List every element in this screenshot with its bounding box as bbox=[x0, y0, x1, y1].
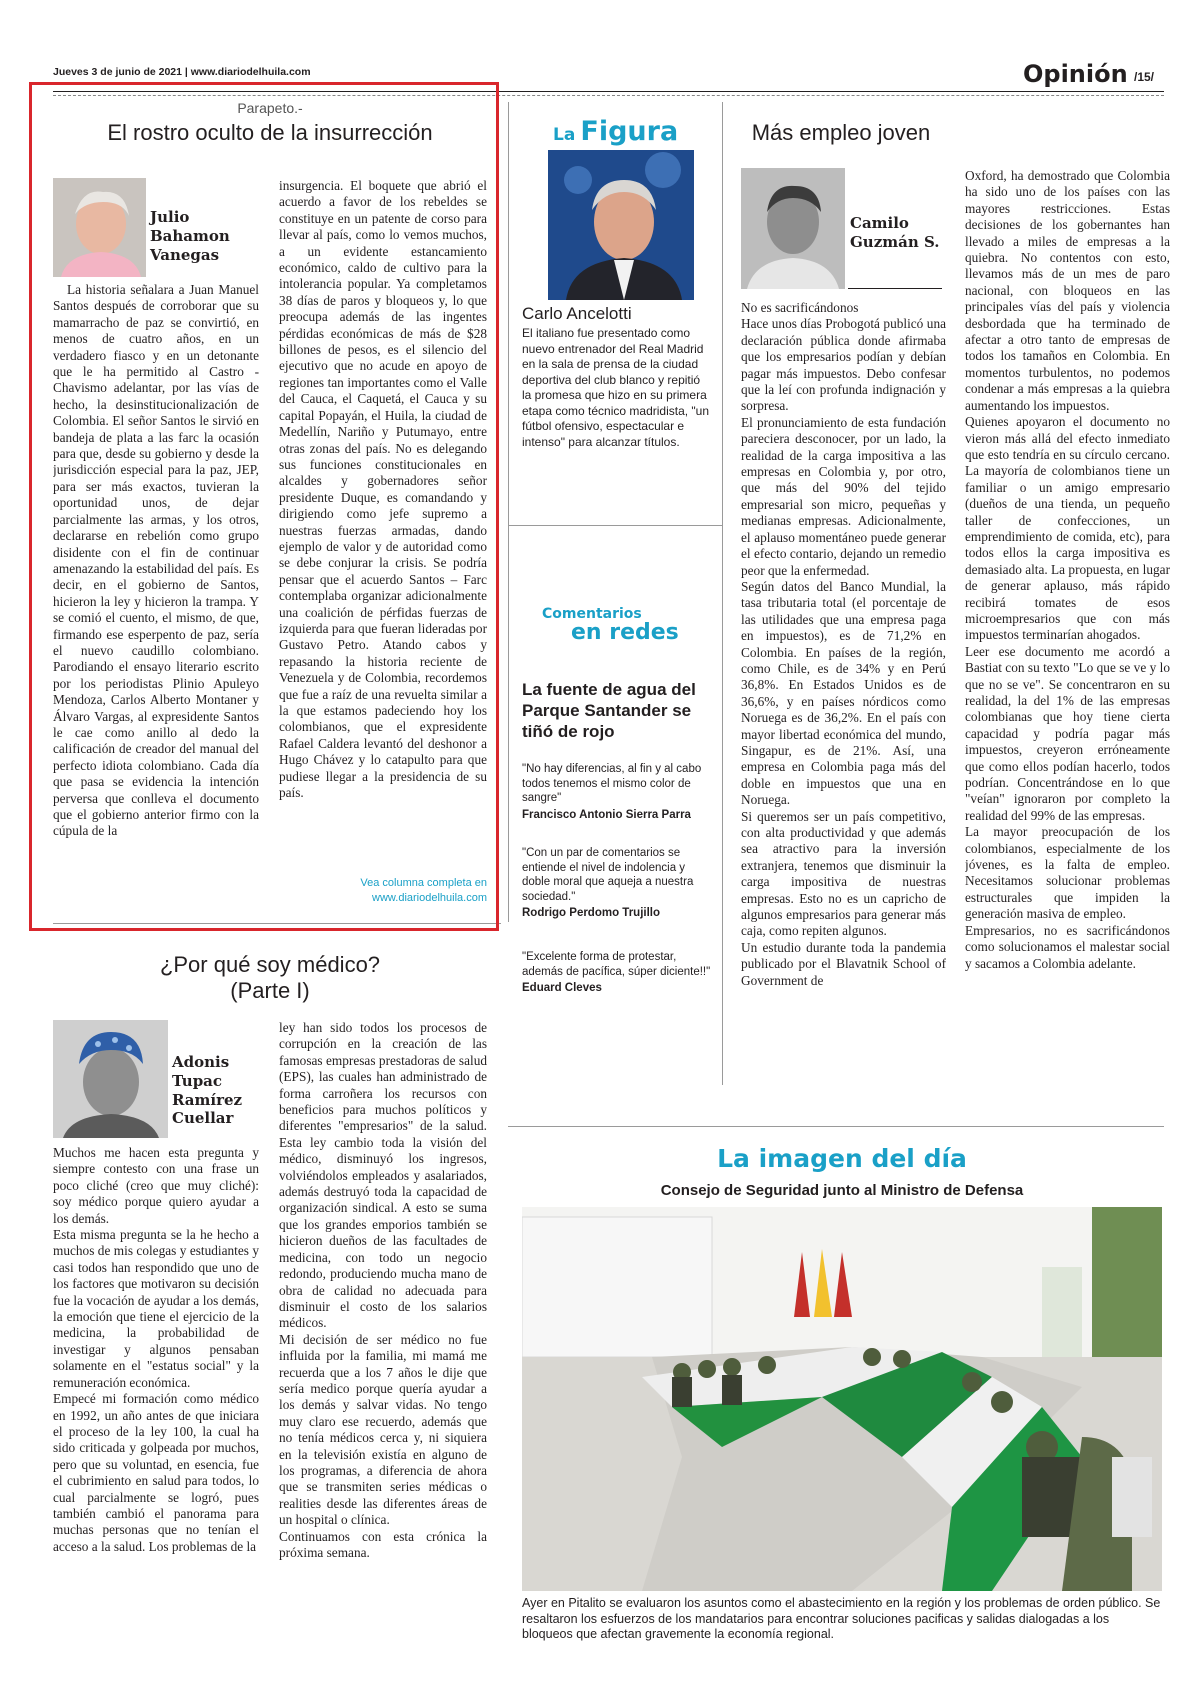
page-number: /15/ bbox=[1134, 70, 1155, 84]
redes-title: La fuente de agua del Parque Santander se tiñó de rojo bbox=[522, 680, 696, 741]
comment-text: "Con un par de comentarios se entiende el nivel de indolencia y doble moral que aqueja a nuestra sociedad." bbox=[522, 847, 694, 903]
section-title: Opinión bbox=[1023, 60, 1128, 88]
comment-item bbox=[522, 846, 712, 919]
article-column bbox=[53, 282, 259, 908]
redes-label: Comentarios bbox=[542, 606, 642, 622]
comment-item bbox=[522, 950, 712, 994]
author-name-line: Cuellar bbox=[172, 1109, 234, 1128]
article-title: ¿Por qué soy médico? bbox=[159, 952, 381, 977]
author-name-line: Guzmán S. bbox=[850, 232, 940, 251]
paragraph: insurgencia. El boquete que abrió el acuerdo a favor de los rebeldes se constituye en un patente de corso para llevar al país, como lo vemos muchos, a un evidente estancamiento económico, caldo de cultivo para la intolerancia popular. Ya completamos 38 días de paros y bloqueos y, lo que preocupa además de las ingentes pérdidas económicas de más de $28 billones de pesos, es el silencio del ejecutivo que no acude en apoyo de regiones tan importantes como el Valle del Cauca, el Caquetá, el Cauca y su capital Popayán, el Huila, la ciudad de Medellín, Nariño y Putumayo, entre otras zonas del país. No es delegando sus funciones constitucionales en alcaldes y gobernadores señor presidente Duque, es comandando y dirigiendo como jefe supremo a nuestras fuerzas armadas, dando ejemplo de valor y de autoridad como se debe conjurar la crisis. Se podría pensar que el acuerdo Santos – Farc contemplaba organizar adicionalmente una coalición de pérfidas fuerzas de izquierda para que fueran lideradas por Gustavo Petro. Atando cabos y repasando la historia reciente de Venezuela y de Colombia, recordemos que fue a raíz de una revuelta similar a la que estamos padeciendo hoy los colombianos, que el expresidente Rafael Caldera levantó del deshonor a Hugo Chávez y lo catapulto para que pudiese llegar a la presidencia de su país. bbox=[279, 178, 487, 801]
author-name-line: Camilo bbox=[850, 214, 909, 232]
comment-author: Francisco Antonio Sierra Parra bbox=[522, 808, 691, 821]
author-name-line: Tupac bbox=[172, 1071, 223, 1090]
more-link-label: Vea columna completa en bbox=[360, 877, 487, 889]
author-photo bbox=[53, 178, 146, 277]
comment-item bbox=[522, 762, 712, 821]
article-title: El rostro oculto de la insurrección bbox=[107, 120, 433, 145]
image-caption: Ayer en Pitalito se evaluaron los asuntos como el abastecimiento en la región y los problemas de orden público. Se resaltaron los esfuerzos de los mandatarios para encontrar soluciones pacificas y salidas dialogadas a los bloqueos que afectan gravemente la economía regional. bbox=[522, 1596, 1161, 1641]
image-of-day-title: La imagen del día bbox=[717, 1144, 967, 1173]
article-column bbox=[53, 1145, 259, 1647]
author-photo bbox=[741, 168, 845, 289]
more-link-url[interactable]: www.diariodelhuila.com bbox=[372, 892, 487, 904]
author-name-line: Bahamon bbox=[150, 226, 230, 245]
figura-header bbox=[553, 116, 678, 147]
paragraph: No es sacrificándonos Hace unos días Probogotá publicó una declaración pública donde afirmaba que los empresarios podían y debían pagar más impuestos. Debo confesar que la leí con profunda indignación y sorpresa. El pronunciamiento de esta fundación pareciera desconocer, por un lado, la realidad de la carga impositiva a las empresas en Colombia y, por otro, que más del 90% del tejido empresarial son micro, pequeñas y medianas empresas. Adicionalmente, el aplauso momentáneo puede generar el efecto contario, dejando un remedio peor que la enfermedad. Según datos del Banco Mundial, la tasa tributaria total (el porcentaje de las utilidades que una empresa paga en impuestos), es de 71,2% en Colombia. En países de la región, como Chile, es de 34% y en Perú 36,8%. En Estados Unidos es de 36,6%, y en países nórdicos como Noruega es de 36,2%. En el país con mayor libertad económica del mundo, Singapur, es de 21%. Así, una empresa en Colombia paga más del doble en impuestos que una en Noruega. Si queremos ser un país competitivo, con alta productividad y que además sea atractivo para la inversión extranjera, tenemos que disminuir la carga impositiva de nuestras empresas. Esto no es un capricho de algunos empresarios para generar más caja, como repiten algunos. Un estudio durante toda la pandemia publicado por el Blavatnik School of Government de bbox=[741, 300, 946, 988]
author-name bbox=[150, 208, 250, 264]
redes-label: en redes bbox=[571, 620, 679, 645]
image-of-day-subtitle: Consejo de Seguridad junto al Ministro de Defensa bbox=[660, 1182, 1024, 1199]
article-title: Más empleo joven bbox=[751, 120, 931, 145]
author-photo bbox=[53, 1020, 168, 1138]
paragraph: ley han sido todos los procesos de corrupción en la creación de las famosas empresas prestadoras de salud (EPS), las cuales han administrado de forma carroñera los recursos con beneficios para muchos políticos y diferentes "empresarios" de la salud. Esta ley cambio toda la visión del médico, disminuyó los ingresos, volviéndolos empleados y asalariados, además destruyó toda la capacidad de organización sindical. A esto se suma que los grandes emporios también se hicieron dueños de las facultades de medicina, con todo un negocio redondo, produciendo mucha mano de obra de calidad no adecuada para disminuir el costo de los salarios médicos. Mi decisión de ser médico no fue influida por la familia, mi mamá me recuerda que a los 7 años le dije que sería medico porque quería ayudar a los demás y salvar vidas. No tengo muy claro ese recuerdo, además que no tenía médicos cerca y, ni siquiera en la televisión existía en alguno de los programas, a diferencia de ahora que se transmiten series médicas o realities desde las diferentes áreas de un hospital o clínica. Continuamos con esta crónica la próxima semana. bbox=[279, 1020, 487, 1560]
article-column bbox=[279, 1020, 487, 1648]
paragraph: Oxford, ha demostrado que Colombia ha sido uno de los países con las mayores restricciones. Estas decisiones de los gobernantes han llevado a miles de empresas a la quiebra. No contentos con esto, llevamos más de un mes de paro nacional, con bloqueos en las principales vías del país y violencia desbordada que ha terminado de afectar a otro tanto de empresas de todos los tamaños en Colombia. En momentos turbulentos, no podemos condenar a más empresas a la quiebra aumentando los impuestos. Quienes apoyaron el documento no vieron más allá del efecto inmediato que esto tendría en su círculo cercano. La mayoría de colombianos tiene un familiar o un amigo empresario (dueños de una tienda, un pequeño taller de confecciones, un emprendimiento de comida, etc), para todos ellos la carga impositiva es demasiado alta. La propuesta, en lugar de generar aplauso, más rápido recibirá tomates de esos microempresarios que con más impuestos terminarían ahogados. Leer ese documento me acordó a Bastiat con su texto "Lo que se ve y lo que no se ve". Se concentraron en su realidad, la del 1% de las empresas colombianas que hoy tiene cierta capacidad y podría pagar más impuestos, creyeron erróneamente que como ellos podían hacerlo, todos podrían. Concentrándose en lo que "veían" ignoraron por completo la realidad del 99% de las empresas. La mayor preocupación de los colombianos, especialmente de los jóvenes, es la falta de empleo. Necesitamos solucionar problemas estructurales que impiden la generación masiva de empleo. Empresarios, no es sacrificándonos como solucionamos el malestar social y sacamos a Colombia adelante. bbox=[965, 168, 1170, 971]
figure-description: El italiano fue presentado como nuevo entrenador del Real Madrid en la sala de prensa de la ciudad deportiva del club blanco y repitió la promesa que hizo en su primera etapa como técnico madridista, "un fútbol ofensivo, espectacular e intenso" para alcanzar títulos. bbox=[522, 326, 710, 449]
meeting-room-photo-icon bbox=[522, 1207, 1162, 1591]
header-date-site: Jueves 3 de junio de 2021 | www.diariodelhuila.com bbox=[53, 66, 311, 78]
author-portrait-icon bbox=[53, 178, 146, 277]
author-name-line: Julio bbox=[150, 208, 190, 226]
column-divider bbox=[508, 102, 509, 922]
article-column bbox=[279, 178, 487, 870]
author-portrait-icon bbox=[53, 1020, 168, 1138]
author-name-line: Adonis bbox=[172, 1053, 230, 1071]
person-portrait-icon bbox=[548, 150, 694, 300]
comment-author: Rodrigo Perdomo Trujillo bbox=[522, 907, 660, 919]
author-name bbox=[850, 214, 950, 252]
article-column bbox=[741, 300, 946, 1090]
author-name-line: Vanegas bbox=[150, 245, 220, 264]
article-title: (Parte I) bbox=[230, 978, 310, 1003]
paragraph: La historia señalara a Juan Manuel Santos después de corroborar que su mamarracho de paz se convirtió, en menos de cuatro años, en un verdadero fiasco y en un detonante que le ha permitido al Castro -Chavismo adelantar, por las vías de hecho, la desinstitucionalización de Colombia. El señor Santos le sirvió en bandeja de plata a las farc la ocasión para que, desde su gobierno y desde la jurisdicción especial para la paz, JEP, para ser más exactos, tuvieran la oportunidad unos, de dejar parcialmente las armas, y los otros, declararse en rebelión como grupo disidente con el fin de continuar amenazando la estabilidad del país. Es decir, en el gobierno de Santos, hicieron la ley y hicieron la trampa. Y se comió el cuento, el mismo, de que, firmando ese esperpento de paz, sería el nuevo caudillo colombiano. Parodiando el ensayo literario escrito por los periodistas Plinio Apuleyo Mendoza, Carlos Alberto Montaner y Álvaro Vargas, al expresidente Santos le cae como anillo al dedo la calificación de creador del manual del perfecto idiota colombiano. Cada día que pasa se evidencia la intención perversa que conlleva el documento que el gobierno anterior firmo con la cúpula de la bbox=[53, 282, 259, 839]
figure-photo bbox=[548, 150, 694, 300]
comment-text: "No hay diferencias, al fin y al cabo todos tenemos el mismo color de sangre" bbox=[522, 763, 702, 804]
section-divider bbox=[508, 1126, 1164, 1127]
article-column bbox=[965, 168, 1170, 1088]
figure-name: Carlo Ancelotti bbox=[522, 304, 632, 323]
author-name bbox=[172, 1053, 272, 1128]
figura-label: La bbox=[553, 125, 576, 145]
meeting-photo bbox=[522, 1207, 1162, 1591]
author-name-line: Ramírez bbox=[172, 1090, 243, 1109]
comment-author: Eduard Cleves bbox=[522, 982, 602, 994]
comment-text: "Excelente forma de protestar, además de pacífica, súper diciente!!" bbox=[522, 951, 711, 978]
figura-label: Figura bbox=[580, 116, 679, 147]
section-divider bbox=[508, 525, 722, 526]
paragraph: Muchos me hacen esta pregunta y siempre contesto con una frase un poco cliché (creo que muy cliché): soy médico porque quiero ayudar a los demás. Esta misma pregunta se la he hecho a muchos de mis colegas y estudiantes y casi todos han respondido que uno de los factores que motivaron su decisión fue la vocación de ayudar a los demás, la emoción que tiene el ejercicio de la medicina, la probabilidad de investigar y algunos pensaban solamente en el "estatus social" y la remuneración económica. Empecé mi formación como médico en 1992, un año antes de que iniciara el proceso de la ley 100, la cual ha sido criticada y golpeada por muchos, pero que su voluntad, en esencia, fue el cubrimiento en salud para todos, lo cual parcialmente se logró, pues también cambió el panorama para muchas personas que no tenían el acceso a la salud. Los problemas de la bbox=[53, 1145, 259, 1554]
column-divider bbox=[722, 102, 723, 1085]
author-portrait-icon bbox=[741, 168, 845, 289]
author-rule bbox=[848, 288, 942, 289]
article-kicker: Parapeto.- bbox=[237, 100, 303, 116]
